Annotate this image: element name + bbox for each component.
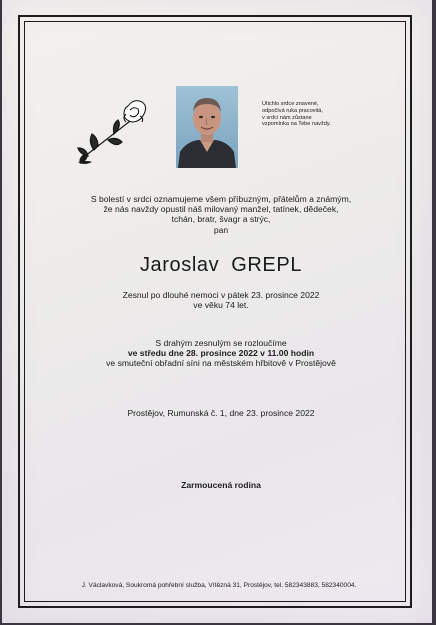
place-date: Prostějov, Rumunská č. 1, dne 23. prosince 2022 — [127, 408, 315, 418]
announcement-line: pan — [213, 224, 229, 235]
last-name: GREPL — [231, 254, 303, 276]
farewell-intro: S drahým zesnulým se rozloučíme — [155, 338, 287, 348]
verse-block — [262, 101, 372, 128]
death-line: Zesnul po dlouhé nemoci v pátek 23. prosince 2022 — [122, 290, 320, 300]
farewell-date: ve středu dne 28. prosince 2022 v 11.00 hodin — [127, 348, 315, 359]
farewell-info — [62, 338, 380, 369]
deceased-name — [62, 254, 380, 277]
verse-line: Utichlo srdce znavené, — [262, 101, 319, 107]
farewell-place: ve smuteční obřadní síni na městském hřbitově v Prostějově — [106, 358, 336, 369]
announcement-line: tchán, bratr, švagr a strýc, — [171, 214, 271, 225]
verse-line: v srdci nám zůstane — [262, 114, 312, 121]
announcement-line: S bolestí v srdci oznamujeme všem příbuzným, přátelům a známým, — [90, 194, 352, 204]
verse-line: odpočívá ruka pracovitá, — [262, 107, 323, 114]
announcement-text — [62, 194, 380, 235]
signature: Zarmoucená rodina — [181, 480, 261, 490]
obituary-paper — [2, 0, 432, 623]
death-line: ve věku 74 let. — [193, 300, 249, 311]
death-info — [62, 290, 380, 310]
verse-line: vzpomínka na Tebe navždy. — [262, 121, 331, 128]
announcement-line: že nás navždy opustil náš milovaný manžel, tatínek, dědeček, — [103, 204, 339, 215]
portrait-photo — [176, 86, 238, 168]
rose-icon — [74, 96, 152, 166]
funeral-service-footer: J. Václavková, Soukromá pohřební služba, Vítězná 31, Prostějov, tel. 582343883, 582340004. — [81, 582, 357, 589]
first-name: Jaroslav — [139, 254, 220, 276]
